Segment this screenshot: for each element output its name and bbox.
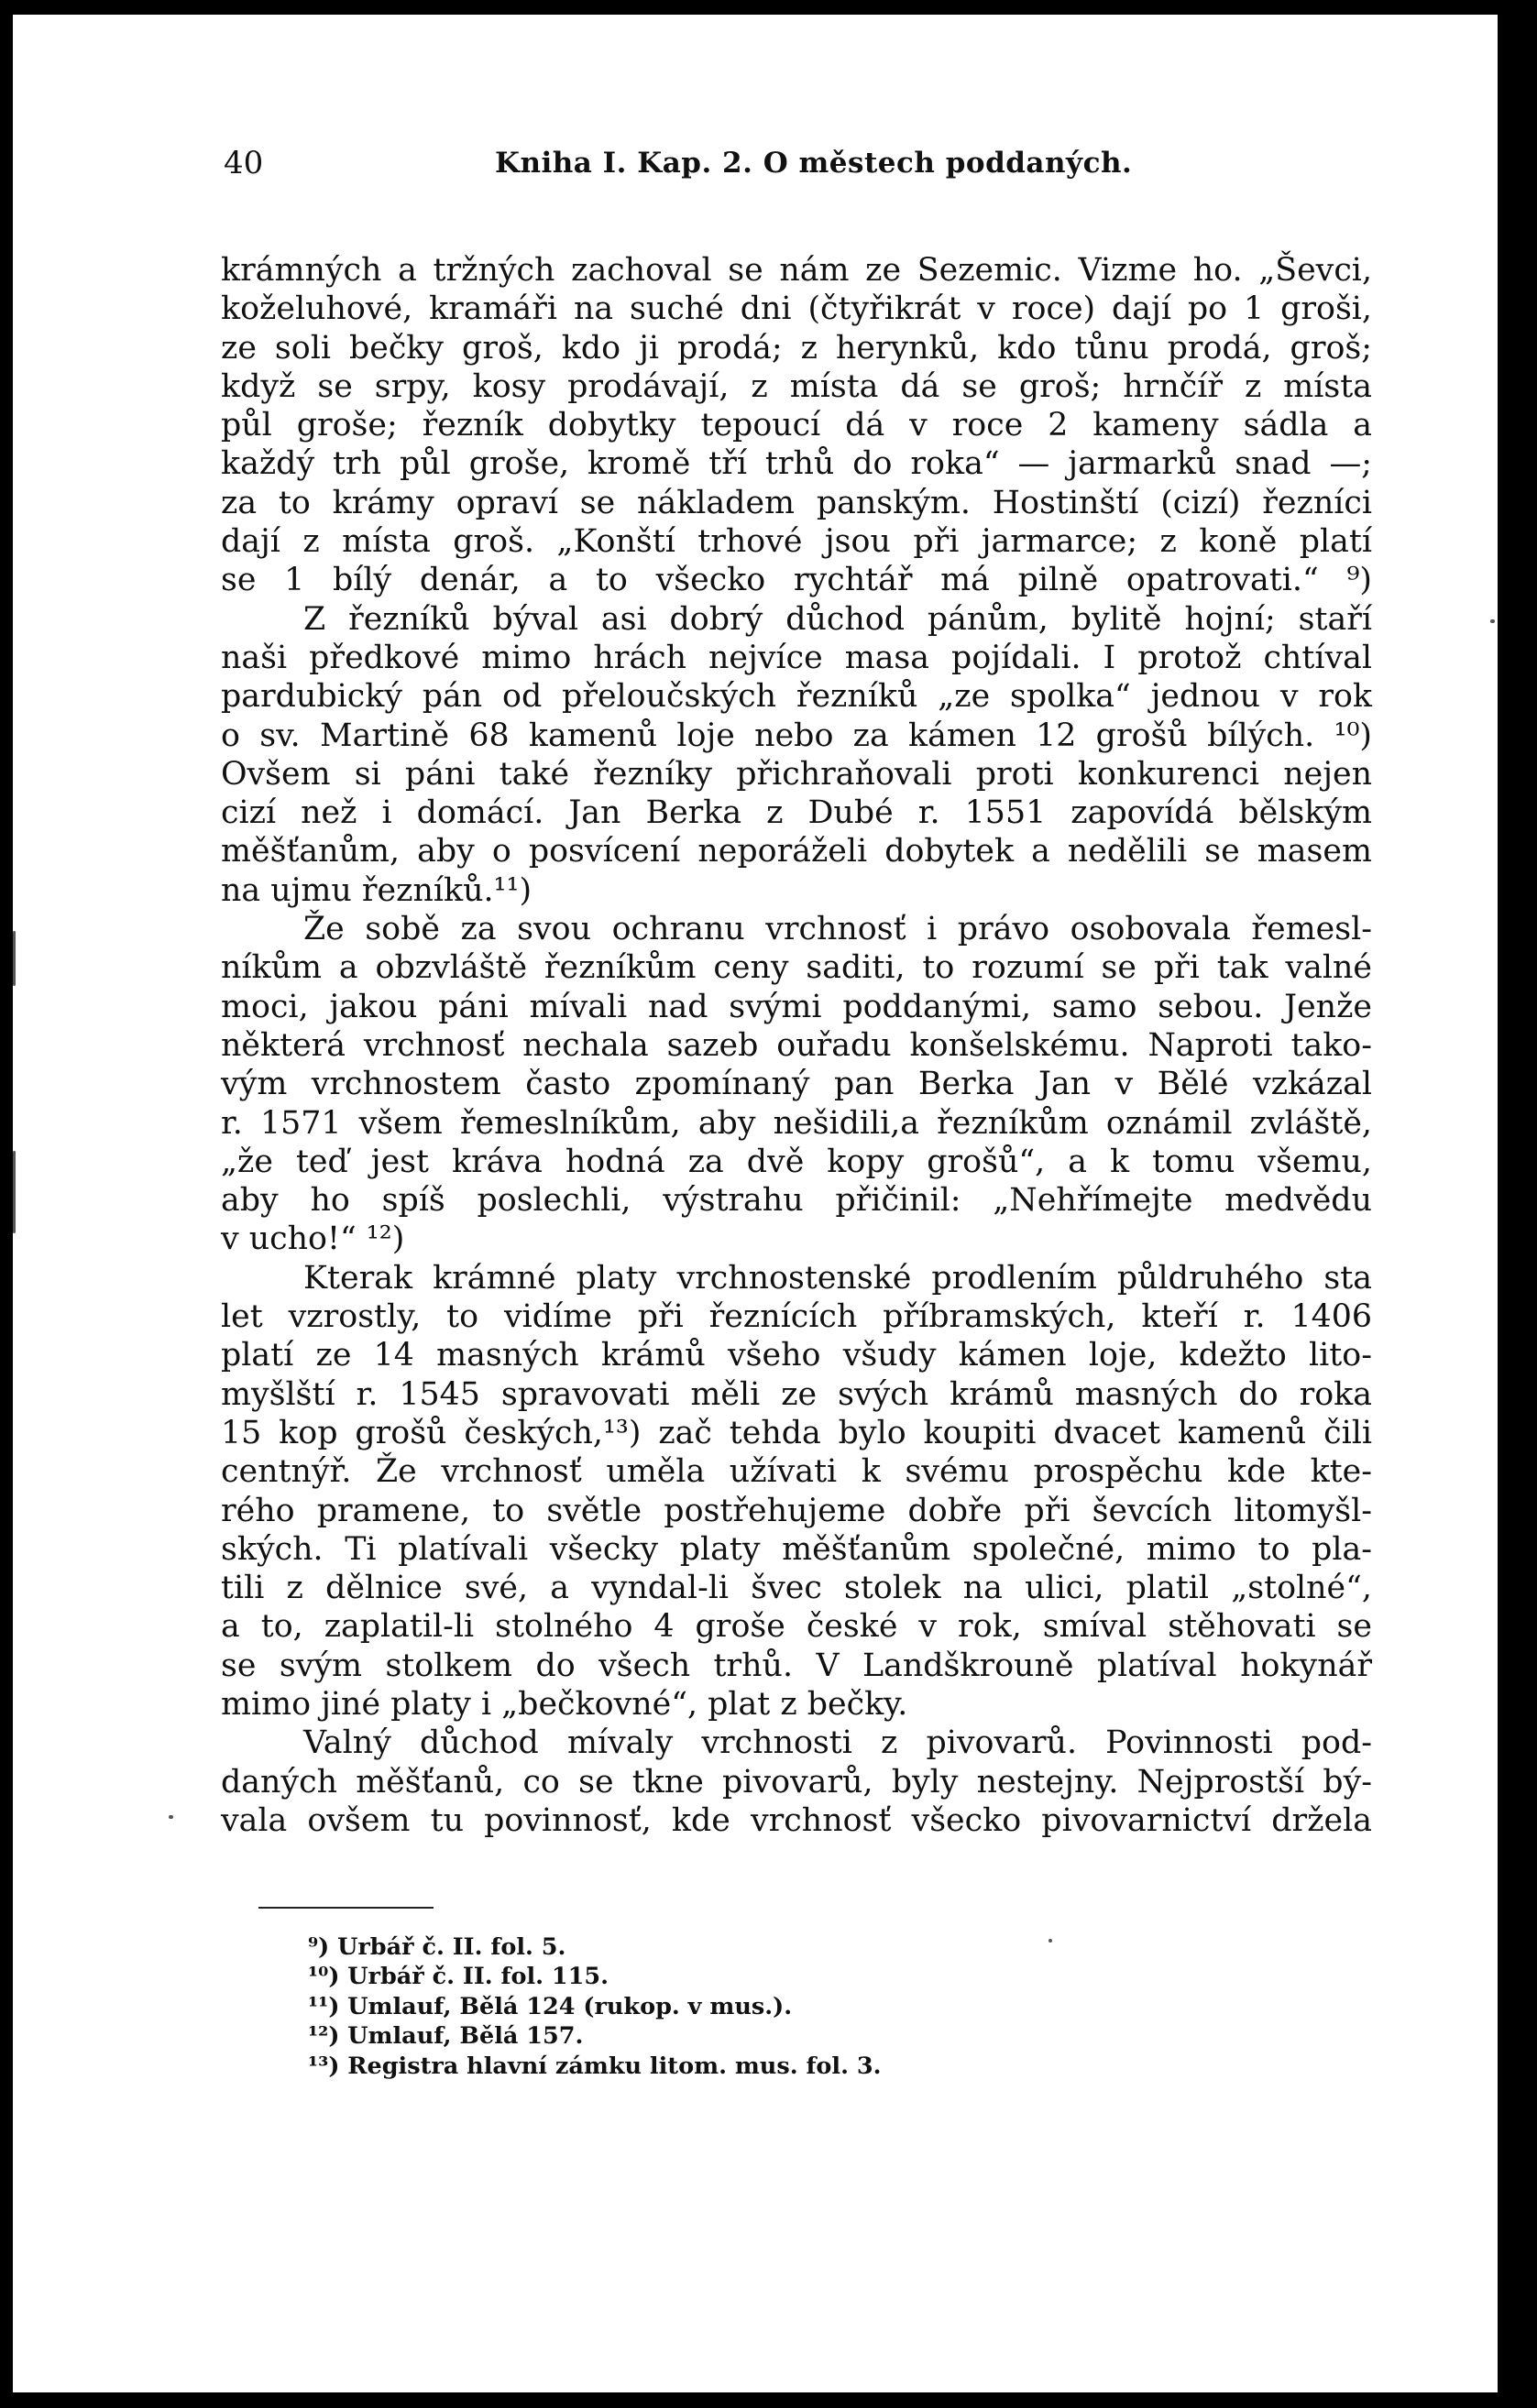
footnote: ¹¹) Umlauf, Bělá 124 (rukop. v mus.). (308, 1992, 793, 2020)
text-line: měšťanům, aby o posvícení neporáželi dobytek a nedělili se masem (221, 833, 1372, 870)
page-header (224, 145, 1369, 200)
text-line: let vzrostly, to vidíme při řeznících příbramských, kteří r. 1406 (221, 1298, 1372, 1336)
text-line: moci, jakou páni mívali nad svými poddanými, samo sebou. Jenže (221, 988, 1372, 1025)
text-line: „že teď jest kráva hodná za dvě kopy grošů“, a k tomu všemu, (221, 1143, 1372, 1180)
text-line: cizí než i domácí. Jan Berka z Dubé r. 1551 zapovídá bělským (221, 794, 1372, 832)
text-line: centnýř. Že vrchnosť uměla užívati k svému prospěchu kde kte- (221, 1453, 1372, 1491)
text-line: mimo jiné platy i „bečkovné“, plat z bečky. (221, 1685, 908, 1723)
text-line: ských. Ti platívali všecky platy měšťanům společné, mimo to pla- (221, 1530, 1372, 1568)
footnote: ¹²) Umlauf, Bělá 157. (308, 2022, 584, 2051)
text-line: vým vrchnostem často zpomínaný pan Berka Jan v Bělé vzkázal (221, 1066, 1372, 1103)
text-line: daných měšťanů, co se tkne pivovarů, byly nestejny. Nejprostší bý- (221, 1763, 1372, 1801)
text-line: Že sobě za svou ochranu vrchnosť i právo osobovala řemesl- (303, 911, 1372, 948)
body-text (221, 251, 1372, 1840)
text-line: aby ho spíš poslechli, výstrahu přičinil: „Nehřímejte medvědu (221, 1182, 1372, 1220)
footnote: ¹³) Registra hlavní zámku litom. mus. fol. 3. (308, 2052, 882, 2080)
text-line: v ucho!“ ¹²) (221, 1220, 405, 1258)
text-line: některá vrchnosť nechala sazeb ouřadu konšelskému. Naproti tako- (221, 1026, 1372, 1064)
text-line: 15 kop grošů českých,¹³) zač tehda bylo koupiti dvacet kamenů čili (221, 1414, 1372, 1451)
running-head: Kniha I. Kap. 2. O městech poddaných. (495, 147, 1133, 180)
text-line: níkům a obzvláště řezníkům ceny saditi, to rozumí se při tak valné (221, 949, 1372, 987)
text-line: se svým stolkem do všech trhů. V Landškrouně platíval hokynář (221, 1647, 1372, 1684)
text-line: tili z dělnice své, a vyndal-li švec stolek na ulici, platil „stolné“, (221, 1570, 1372, 1607)
text-line: na ujmu řezníků.¹¹) (221, 871, 532, 909)
text-line: když se srpy, kosy prodávají, z místa dá se groš; hrnčíř z místa (221, 367, 1372, 405)
footnotes (308, 1932, 882, 2081)
text-line: dají z místa groš. „Konští trhové jsou při jarmarce; z koně platí (221, 523, 1372, 561)
text-line: Z řezníků býval asi dobrý důchod pánům, bylitě hojní; staří (303, 600, 1372, 638)
text-line: platí ze 14 masných krámů všeho všudy kámen loje, kdežto lito- (221, 1337, 1372, 1374)
text-line: Valný důchod mívaly vrchnosti z pivovarů. Povinnosti pod- (303, 1724, 1372, 1762)
text-line: krámných a tržných zachoval se nám ze Sezemic. Vizme ho. „Ševci, (221, 252, 1372, 289)
text-line: Kterak krámné platy vrchnostenské prodlením půldruhého sta (303, 1259, 1372, 1297)
footnote: ¹⁰) Urbář č. II. fol. 115. (308, 1963, 609, 1991)
book-page (13, 15, 1498, 2392)
text-line: rého pramene, to světle postřehujeme dobře při ševcích litomyšl- (221, 1492, 1372, 1529)
footnote: ⁹) Urbář č. II. fol. 5. (308, 1933, 566, 1961)
text-line: r. 1571 všem řemeslníkům, aby nešidili,a řezníkům oznámil zvláště, (221, 1104, 1372, 1142)
text-line: a to, zaplatil-li stolného 4 groše české v rok, smíval stěhovati se (221, 1608, 1372, 1646)
text-line: pardubický pán od přeloučských řezníků „ze spolka“ jednou v rok (221, 678, 1372, 716)
text-line: o sv. Martině 68 kamenů loje nebo za kámen 12 grošů bílých. ¹⁰) (221, 717, 1372, 754)
text-line: každý trh půl groše, kromě tří trhů do roka“ — jarmarků snad —; (221, 445, 1372, 483)
footnote-rule (258, 1907, 434, 1909)
text-line: ze soli bečky groš, kdo ji prodá; z herynků, kdo tůnu prodá, groš; (221, 329, 1372, 367)
text-line: koželuhové, kramáři na suché dni (čtyřikrát v roce) dají po 1 groši, (221, 290, 1372, 328)
text-line: za to krámy opraví se nákladem panským. Hostinští (cizí) řezníci (221, 484, 1372, 521)
text-line: se 1 bílý denár, a to všecko rychtář má pilně opatrovati.“ ⁹) (221, 562, 1372, 599)
text-line: myšlští r. 1545 spravovati měli ze svých krámů masných do roka (221, 1375, 1372, 1413)
text-line: Ovšem si páni také řezníky přichraňovali proti konkurenci nejen (221, 755, 1372, 793)
page-number: 40 (224, 145, 264, 181)
text-line: půl groše; řezník dobytky tepoucí dá v roce 2 kameny sádla a (221, 407, 1372, 444)
text-line: naši předkové mimo hrách nejvíce masa pojídali. I protož chtíval (221, 639, 1372, 676)
text-line: vala ovšem tu povinnosť, kde vrchnosť všecko pivovarnictví držela (221, 1801, 1372, 1839)
